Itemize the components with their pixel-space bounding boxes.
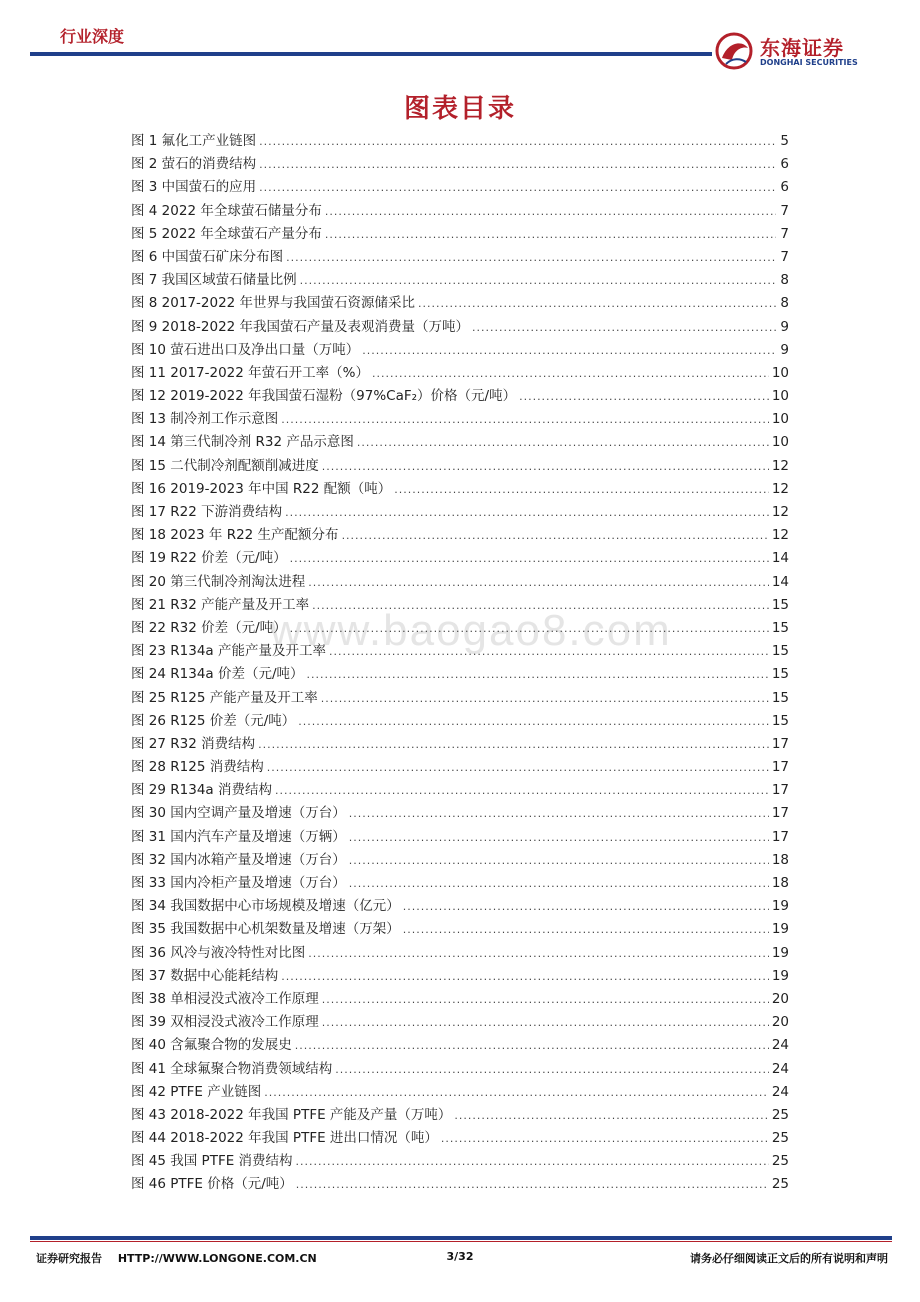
- toc-dot-leader: [519, 385, 769, 408]
- toc-entry[interactable]: [131, 872, 789, 895]
- toc-entry[interactable]: [131, 316, 789, 339]
- toc-entry-page[interactable]: 15: [771, 689, 789, 706]
- toc-dot-leader: [258, 733, 769, 756]
- toc-entry[interactable]: [131, 1104, 789, 1127]
- logo-english-name: DONGHAI SECURITIES: [760, 58, 858, 67]
- toc-entry[interactable]: [131, 733, 789, 756]
- toc-entry-title[interactable]: 图 38 单相浸没式液冷工作原理: [131, 990, 319, 1007]
- toc-entry-title[interactable]: 图 11 2017-2022 年萤石开工率（%）: [131, 364, 369, 381]
- toc-entry[interactable]: [131, 1173, 789, 1196]
- toc-entry[interactable]: [131, 826, 789, 849]
- toc-entry-title[interactable]: 图 46 PTFE 价格（元/吨）: [131, 1176, 293, 1193]
- toc-entry[interactable]: [131, 1127, 789, 1150]
- toc-entry-page[interactable]: 14: [771, 550, 789, 567]
- dragon-emblem-icon: [712, 28, 756, 74]
- toc-dot-leader: [296, 1150, 769, 1173]
- toc-entry-title[interactable]: 图 32 国内冰箱产量及增速（万台）: [131, 851, 346, 868]
- toc-entry-page[interactable]: 15: [771, 643, 789, 660]
- toc-entry-title[interactable]: 图 12 2019-2022 年我国萤石湿粉（97%CaF₂）价格（元/吨）: [131, 388, 517, 405]
- toc-entry-title[interactable]: 图 43 2018-2022 年我国 PTFE 产能及产量（万吨）: [131, 1106, 452, 1123]
- toc-entry-page[interactable]: 10: [771, 364, 789, 381]
- toc-entry-page[interactable]: 19: [771, 944, 789, 961]
- logo-chinese-name: 东海证券: [760, 36, 844, 60]
- toc-entry-page[interactable]: 8: [780, 295, 789, 312]
- toc-dot-leader: [372, 362, 769, 385]
- toc-entry[interactable]: [131, 385, 789, 408]
- toc-dot-leader: [308, 571, 769, 594]
- toc-entry-title[interactable]: 图 37 数据中心能耗结构: [131, 967, 279, 984]
- toc-entry-page[interactable]: 24: [771, 1037, 789, 1054]
- toc-entry-title[interactable]: 图 25 R125 产能产量及开工率: [131, 689, 318, 706]
- toc-dot-leader: [472, 316, 776, 339]
- toc-entry[interactable]: [131, 687, 789, 710]
- toc-entry-page[interactable]: 25: [771, 1176, 789, 1193]
- toc-dot-leader: [403, 895, 769, 918]
- toc-entry-page[interactable]: 12: [771, 457, 789, 474]
- toc-entry-page[interactable]: 20: [771, 990, 789, 1007]
- toc-entry-page[interactable]: 10: [771, 434, 789, 451]
- footer-page-indicator: 3/32: [446, 1250, 474, 1263]
- toc-entry-page[interactable]: 15: [771, 666, 789, 683]
- toc-entry[interactable]: [131, 849, 789, 872]
- toc-dot-leader: [325, 200, 776, 223]
- toc-entry[interactable]: [131, 478, 789, 501]
- toc-entry-page[interactable]: 7: [780, 225, 789, 242]
- footer-url[interactable]: HTTP://WWW.LONGONE.COM.CN: [117, 1252, 317, 1265]
- toc-entry-title[interactable]: 图 13 制冷剂工作示意图: [131, 411, 279, 428]
- toc-entry-page[interactable]: 15: [771, 619, 789, 636]
- toc-entry-title[interactable]: 图 3 中国萤石的应用: [131, 179, 257, 196]
- toc-entry[interactable]: [131, 1081, 789, 1104]
- toc-entry[interactable]: [131, 269, 789, 292]
- toc-entry[interactable]: [131, 1034, 789, 1057]
- footer-disclaimer: 请务必仔细阅读正文后的所有说明和声明: [690, 1252, 888, 1265]
- toc-entry-title[interactable]: 图 21 R32 产能产量及开工率: [131, 596, 310, 613]
- toc-entry-page[interactable]: 19: [771, 967, 789, 984]
- toc-entry-page[interactable]: 25: [771, 1130, 789, 1147]
- toc-entry[interactable]: [131, 455, 789, 478]
- toc-entry-title[interactable]: 图 36 风冷与液冷特性对比图: [131, 944, 306, 961]
- toc-dot-leader: [321, 687, 769, 710]
- toc-entry-title[interactable]: 图 28 R125 消费结构: [131, 759, 264, 776]
- toc-dot-leader: [296, 1173, 769, 1196]
- toc-entry-title[interactable]: 图 26 R125 价差（元/吨）: [131, 712, 296, 729]
- toc-entry-page[interactable]: 6: [780, 156, 789, 173]
- toc-dot-leader: [307, 663, 769, 686]
- toc-dot-leader: [441, 1127, 769, 1150]
- toc-dot-leader: [322, 455, 769, 478]
- toc-dot-leader: [286, 246, 776, 269]
- footer-left: [36, 1250, 317, 1266]
- toc-dot-leader: [403, 918, 769, 941]
- toc-entry-page[interactable]: 15: [771, 596, 789, 613]
- toc-entry-title[interactable]: 图 31 国内汽车产量及增速（万辆）: [131, 828, 346, 845]
- toc-dot-leader: [275, 779, 769, 802]
- toc-dot-leader: [362, 339, 776, 362]
- toc-entry-title[interactable]: 图 33 国内冷柜产量及增速（万台）: [131, 875, 346, 891]
- toc-entry-page[interactable]: 7: [780, 248, 789, 265]
- toc-entry-page[interactable]: 7: [780, 202, 789, 219]
- toc-dot-leader: [322, 1011, 769, 1034]
- toc-entry[interactable]: [131, 779, 789, 802]
- toc-entry[interactable]: [131, 408, 789, 431]
- toc-entry-page[interactable]: 18: [771, 851, 789, 868]
- toc-dot-leader: [349, 872, 769, 895]
- toc-dot-leader: [349, 826, 769, 849]
- toc-entry-title[interactable]: 图 23 R134a 产能产量及开工率: [131, 643, 326, 660]
- page-title: 图表目录: [403, 94, 516, 124]
- toc-entry-title[interactable]: 图 2 萤石的消费结构: [131, 156, 257, 173]
- toc-entry[interactable]: [131, 1058, 789, 1081]
- toc-entry[interactable]: [131, 942, 789, 965]
- toc-entry-page[interactable]: 10: [771, 411, 789, 428]
- toc-entry[interactable]: [131, 200, 789, 223]
- toc-entry-page[interactable]: 20: [771, 1014, 789, 1031]
- toc-dot-leader: [281, 965, 769, 988]
- toc-dot-leader: [290, 547, 769, 570]
- toc-entry-title[interactable]: 图 39 双相浸没式液冷工作原理: [131, 1014, 319, 1031]
- toc-entry[interactable]: [131, 246, 789, 269]
- toc-entry-title[interactable]: 图 18 2023 年 R22 生产配额分布: [131, 527, 339, 544]
- toc-dot-leader: [290, 617, 769, 640]
- toc-entry-title[interactable]: 图 6 中国萤石矿床分布图: [131, 248, 284, 265]
- toc-entry[interactable]: [131, 895, 789, 918]
- toc-entry[interactable]: [131, 223, 789, 246]
- section-tag: 行业深度: [60, 27, 125, 46]
- company-logo: [712, 28, 892, 74]
- toc-dot-leader: [259, 153, 776, 176]
- toc-entry-page[interactable]: 12: [771, 480, 789, 497]
- toc-entry[interactable]: [131, 594, 789, 617]
- toc-entry-title[interactable]: 图 16 2019-2023 年中国 R22 配额（吨）: [131, 480, 392, 497]
- toc-dot-leader: [300, 269, 776, 292]
- footer-report-type: 证券研究报告: [36, 1252, 102, 1265]
- toc-entry-page[interactable]: 17: [771, 805, 789, 822]
- toc-entry-title[interactable]: 图 44 2018-2022 年我国 PTFE 进出口情况（吨）: [131, 1130, 438, 1147]
- toc-entry-page[interactable]: 25: [771, 1106, 789, 1123]
- toc-entry[interactable]: [131, 153, 789, 176]
- toc-dot-leader: [349, 849, 769, 872]
- toc-entry[interactable]: [131, 710, 789, 733]
- toc-entry-page[interactable]: 9: [780, 318, 789, 335]
- toc-entry[interactable]: [131, 965, 789, 988]
- toc-entry-page[interactable]: 19: [771, 898, 789, 915]
- toc-entry-title[interactable]: 图 40 含氟聚合物的发展史: [131, 1037, 292, 1054]
- toc-entry[interactable]: [131, 756, 789, 779]
- toc-entry-title[interactable]: 图 27 R32 消费结构: [131, 735, 256, 752]
- toc-entry-title[interactable]: 图 41 全球氟聚合物消费领域结构: [131, 1060, 333, 1077]
- toc-entry-title[interactable]: 图 42 PTFE 产业链图: [131, 1083, 262, 1100]
- toc-entry-title[interactable]: 图 15 二代制冷剂配额削减进度: [131, 457, 319, 474]
- toc-entry-title[interactable]: 图 7 我国区域萤石储量比例: [131, 272, 297, 289]
- toc-entry-page[interactable]: 17: [771, 759, 789, 776]
- toc-entry-title[interactable]: 图 34 我国数据中心市场规模及增速（亿元）: [131, 898, 400, 915]
- header-rule-blue: [30, 52, 730, 56]
- toc-entry-title[interactable]: 图 20 第三代制冷剂淘汰进程: [131, 573, 306, 590]
- toc-dot-leader: [308, 942, 769, 965]
- toc-entry-title[interactable]: 图 35 我国数据中心机架数量及增速（万架）: [131, 921, 400, 938]
- toc-entry[interactable]: [131, 130, 789, 153]
- toc-entry[interactable]: [131, 339, 789, 362]
- toc-entry-title[interactable]: 图 22 R32 价差（元/吨）: [131, 619, 287, 636]
- toc-entry-title[interactable]: 图 45 我国 PTFE 消费结构: [131, 1153, 293, 1170]
- toc-dot-leader: [418, 292, 776, 315]
- toc-dot-leader: [394, 478, 769, 501]
- toc-entry-page[interactable]: 6: [780, 179, 789, 196]
- toc-dot-leader: [329, 640, 769, 663]
- toc-entry-page[interactable]: 17: [771, 828, 789, 845]
- toc-entry-page[interactable]: 17: [771, 782, 789, 799]
- toc-entry[interactable]: [131, 501, 789, 524]
- toc-entry-title[interactable]: 图 8 2017-2022 年世界与我国萤石资源储采比: [131, 295, 416, 312]
- toc-entry[interactable]: [131, 663, 789, 686]
- toc-entry-page[interactable]: 14: [771, 573, 789, 590]
- toc-dot-leader: [259, 130, 776, 153]
- toc-entry-title[interactable]: 图 30 国内空调产量及增速（万台）: [131, 805, 346, 822]
- toc-entry-title[interactable]: 图 4 2022 年全球萤石储量分布: [131, 202, 322, 219]
- figure-index-list: [131, 130, 789, 1197]
- toc-entry[interactable]: [131, 617, 789, 640]
- toc-entry-page[interactable]: 10: [771, 388, 789, 405]
- toc-entry-page[interactable]: 9: [780, 341, 789, 358]
- toc-dot-leader: [295, 1034, 769, 1057]
- toc-dot-leader: [325, 223, 776, 246]
- toc-entry-page[interactable]: 12: [771, 504, 789, 520]
- toc-entry[interactable]: [131, 1011, 789, 1034]
- toc-dot-leader: [322, 988, 769, 1011]
- toc-entry[interactable]: [131, 802, 789, 825]
- toc-dot-leader: [264, 1081, 769, 1104]
- toc-entry-title[interactable]: 图 5 2022 年全球萤石产量分布: [131, 225, 322, 242]
- toc-dot-leader: [357, 431, 769, 454]
- toc-dot-leader: [312, 594, 769, 617]
- toc-entry-title[interactable]: 图 14 第三代制冷剂 R32 产品示意图: [131, 434, 354, 451]
- toc-entry-page[interactable]: 17: [771, 735, 789, 752]
- watermark: www.baogao8.com: [270, 606, 672, 655]
- toc-dot-leader: [335, 1058, 769, 1081]
- toc-entry[interactable]: [131, 176, 789, 199]
- toc-entry-page[interactable]: 25: [771, 1153, 789, 1170]
- toc-dot-leader: [267, 756, 769, 779]
- toc-entry-page[interactable]: 15: [771, 712, 789, 729]
- toc-entry-title[interactable]: 图 1 氟化工产业链图: [131, 133, 257, 149]
- toc-entry-page[interactable]: 19: [771, 921, 789, 938]
- toc-entry-page[interactable]: 5: [780, 133, 789, 149]
- toc-entry-title[interactable]: 图 17 R22 下游消费结构: [131, 504, 283, 520]
- toc-dot-leader: [454, 1104, 768, 1127]
- toc-entry-title[interactable]: 图 24 R134a 价差（元/吨）: [131, 666, 304, 683]
- toc-entry-title[interactable]: 图 29 R134a 消费结构: [131, 782, 272, 799]
- toc-dot-leader: [281, 408, 769, 431]
- toc-entry[interactable]: [131, 640, 789, 663]
- toc-entry[interactable]: [131, 571, 789, 594]
- toc-entry-title[interactable]: 图 9 2018-2022 年我国萤石产量及表观消费量（万吨）: [131, 318, 470, 335]
- toc-entry[interactable]: [131, 988, 789, 1011]
- toc-dot-leader: [259, 176, 776, 199]
- toc-dot-leader: [298, 710, 769, 733]
- toc-entry[interactable]: [131, 362, 789, 385]
- toc-entry-title[interactable]: 图 10 萤石进出口及净出口量（万吨）: [131, 341, 360, 358]
- toc-dot-leader: [285, 501, 769, 524]
- toc-entry-page[interactable]: 18: [771, 875, 789, 891]
- toc-entry-page[interactable]: 24: [771, 1060, 789, 1077]
- toc-entry-page[interactable]: 8: [780, 272, 789, 289]
- toc-dot-leader: [342, 524, 769, 547]
- toc-entry[interactable]: [131, 1150, 789, 1173]
- toc-entry[interactable]: [131, 918, 789, 941]
- toc-entry[interactable]: [131, 547, 789, 570]
- toc-entry[interactable]: [131, 431, 789, 454]
- toc-entry-page[interactable]: 12: [771, 527, 789, 544]
- footer-rule: [30, 1236, 892, 1240]
- toc-entry[interactable]: [131, 524, 789, 547]
- toc-entry[interactable]: [131, 292, 789, 315]
- toc-entry-title[interactable]: 图 19 R22 价差（元/吨）: [131, 550, 287, 567]
- toc-entry-page[interactable]: 24: [771, 1083, 789, 1100]
- toc-dot-leader: [349, 802, 769, 825]
